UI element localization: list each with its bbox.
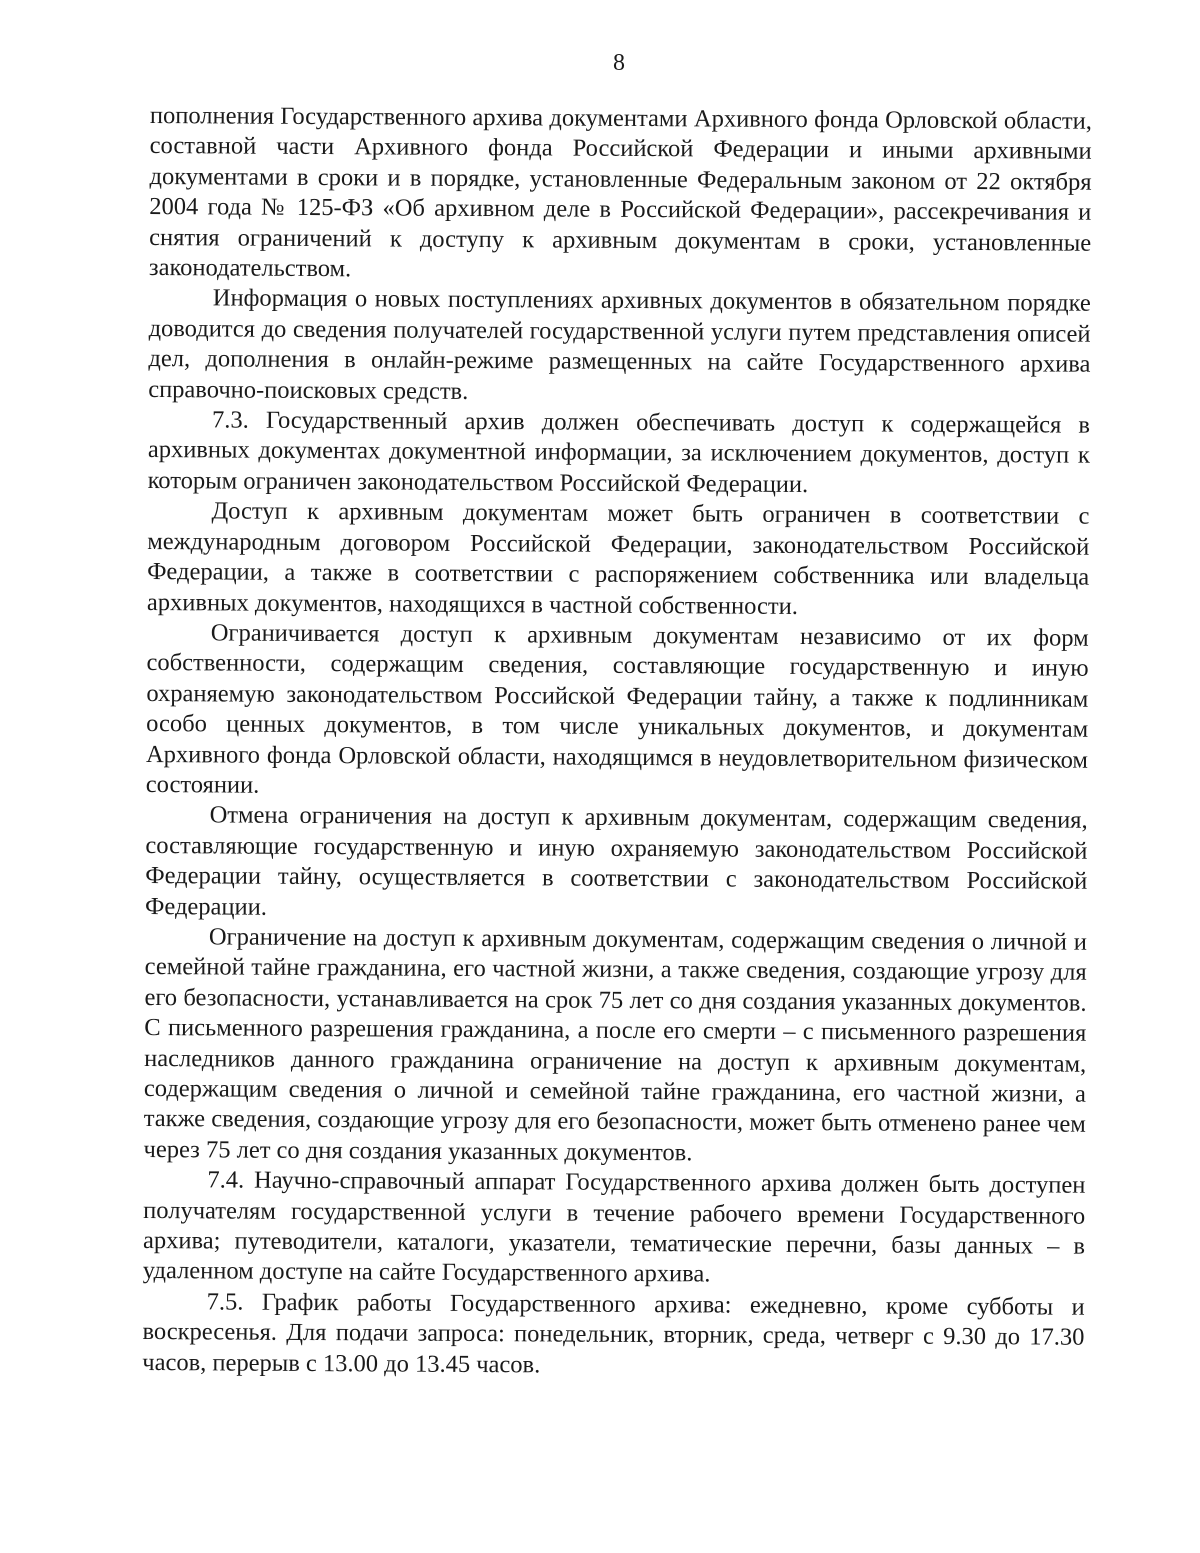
paragraph-1: пополнения Государственного архива документами Архивного фонда Орловской области, составной части Архивного фонда Российской Федерации и иными архивными документами в сроки и в порядке, установленные Федеральным законом от 22 октября 2004 года № 125-ФЗ «Об архивном деле в Российской Федерации», рассекречивания и снятия ограничений к доступу к архивным документам в сроки, установленные законодательством. (148, 101, 1092, 283)
paragraph-8: 7.4. Научно-справочный аппарат Государственного архива должен быть доступен получателям государственной услуги в течение рабочего времени Государственного архива; путеводители, каталоги, указатели, тематические перечни, базы данных – в удаленном доступе на сайте Государственного архива. (142, 1166, 1086, 1288)
paragraph-6: Отмена ограничения на доступ к архивным документам, содержащим сведения, составляющие государственную и иную охраняемую законодательством Российской Федерации тайну, осуществляется в соответствии с законодательством Российской Федерации. (144, 801, 1088, 921)
paragraph-4: Доступ к архивным документам может быть ограничен в соответствии с международным договором Российской Федерации, законодательством Российской Федерации, а также в соответствии с распоряжением собственника или владельца архивных документов, находящихся в частной собственности. (146, 497, 1090, 620)
page-number: 8 (613, 50, 625, 76)
paragraph-9: 7.5. График работы Государственного архива: ежедневно, кроме субботы и воскресенья. Для подачи запроса: понедельник, вторник, среда, четверг с 9.30 до 17.30 часов, перерыв с 13.00 до 13.45 часов. (142, 1288, 1085, 1379)
paragraph-7: Ограничение на доступ к архивным документам, содержащим сведения о личной и семейной тайне гражданина, его частной жизни, а также сведения, создающие угрозу для его безопасности, устанавливается на срок 75 лет со дня создания указанных документов. С письменного разрешения гражданина, а после его смерти – с письменного разрешения наследников данного гражданина ограничение на доступ к архивным документам, содержащим сведения о личной и семейной тайне гражданина, его частной жизни, а также сведения, создающие угрозу для его безопасности, может быть отменено ранее чем через 75 лет со дня создания указанных документов. (143, 923, 1087, 1167)
document-body (142, 101, 1092, 1384)
paragraph-2: Информация о новых поступлениях архивных документов в обязательном порядке доводится до сведения получателей государственной услуги путем представления описей дел, дополнения в онлайн-режиме размещенных на сайте Государственного архива справочно-поисковых средств. (148, 284, 1091, 405)
paragraph-5: Ограничивается доступ к архивным документам независимо от их форм собственности, содержащим сведения, составляющие государственную и иную охраняемую законодательством Российской Федерации тайну, а также к подлинникам особо ценных документов, в том числе уникальных документов, и документам Архивного фонда Орловской области, находящимся в неудовлетворительном физическом состоянии. (145, 619, 1089, 799)
paragraph-3: 7.3. Государственный архив должен обеспечивать доступ к содержащейся в архивных документах документной информации, за исключением документов, доступ к которым ограничен законодательством Российской Федерации. (147, 406, 1091, 498)
